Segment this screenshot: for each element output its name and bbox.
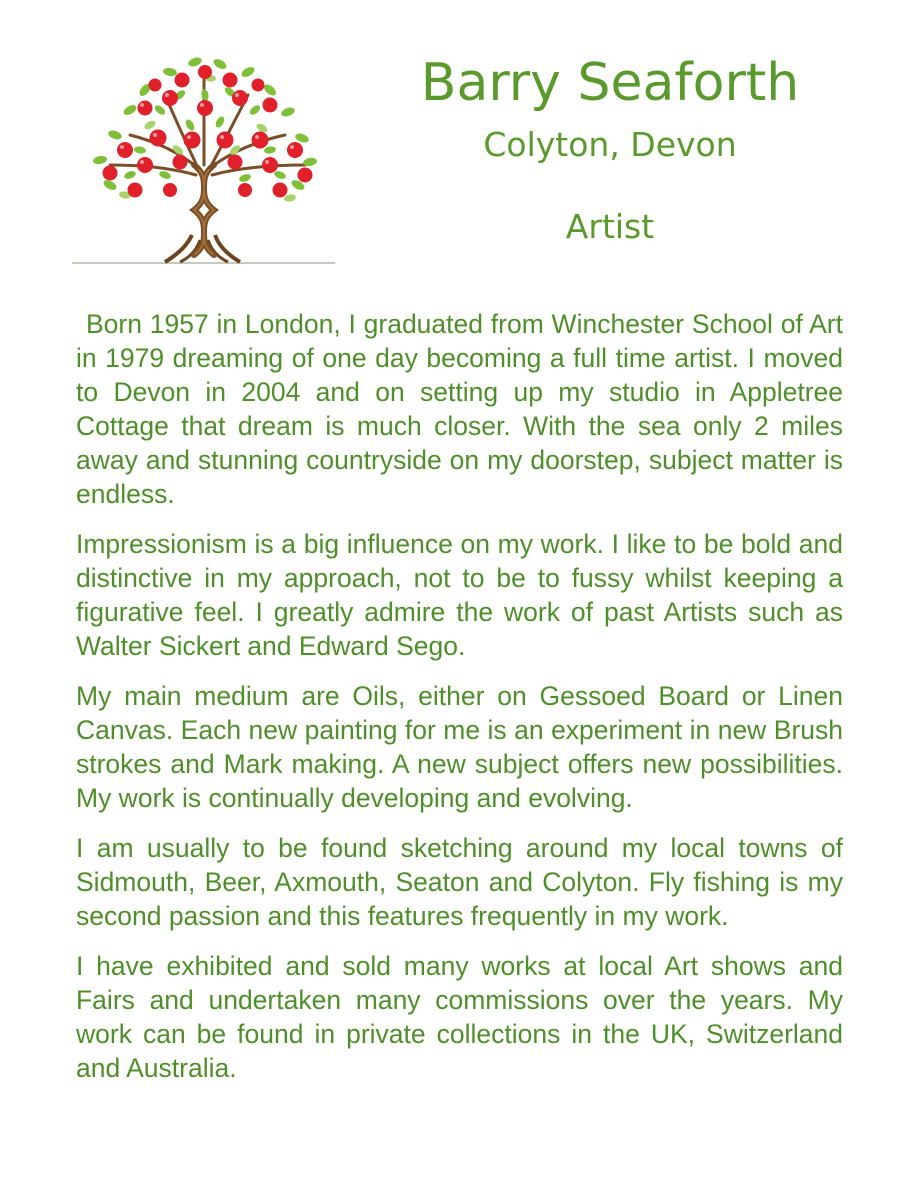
bio-paragraph-5: I have exhibited and sold many works at local Art shows and Fairs and undertaken many commissions over the years. My work can be found in private collections in the UK, Switzerland and Australia. [76,951,843,1083]
bio-paragraph-3: My main medium are Oils, either on Gessoed Board or Linen Canvas. Each new painting for me is an experiment in new Brush strokes and Mark making. A new subject offers new possibilities. My work is continually developing and evolving. [76,681,843,813]
document-header [380,48,840,254]
biography [76,307,843,1101]
bio-paragraph-1: Born 1957 in London, I graduated from Winchester School of Art in 1979 dreaming of one day becoming a full time artist. I moved to Devon in 2004 and on setting up my studio in Appletree Cottage that dream is much closer. With the sea only 2 miles away and stunning countryside on my doorstep, subject matter is endless. [76,309,843,509]
bio-paragraph-2: Impressionism is a big influence on my work. I like to be bold and distinctive in my approach, not to be to fussy whilst keeping a figurative feel. I greatly admire the work of past Artists such as Walter Sickert and Edward Sego. [76,529,843,661]
artist-location: Colyton, Devon [483,125,737,164]
artist-name: Barry Seaforth [420,53,800,113]
bio-paragraph-4: I am usually to be found sketching around my local towns of Sidmouth, Beer, Axmouth, Seaton and Colyton. Fly fishing is my second passion and this features frequently in my work. [76,833,843,931]
apple-tree-icon [70,50,340,272]
artist-role: Artist [565,207,655,246]
